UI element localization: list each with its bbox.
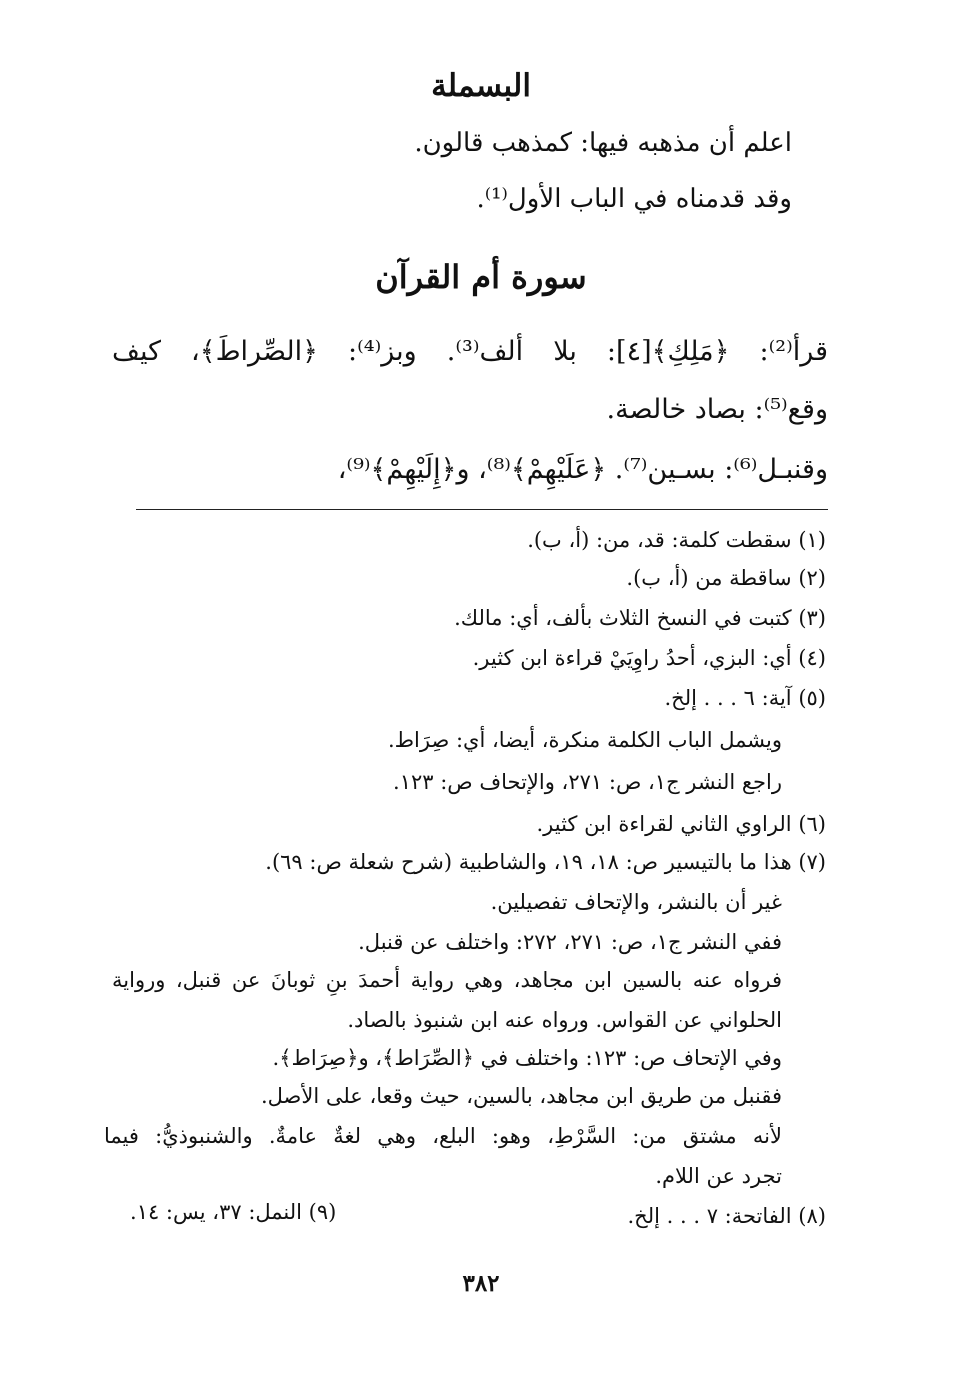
footnote: (٣) كتبت في النسخ الثلاث بألف، أي: مالك. <box>454 606 826 630</box>
footnote: (٩) النمل: ٣٧، يس: ١٤. <box>130 1200 337 1224</box>
main-text-line: وقع⁽⁵⁾: بصاد خالصة. <box>606 394 828 425</box>
footnote: (٦) الراوي الثاني لقراءة ابن كثير. <box>536 812 826 836</box>
footnote-continuation: غير أن بالنشر، والإتحاف تفصيلين. <box>490 890 782 914</box>
basmala-line: اعلم أن مذهبه فيها: كمذهب قالون. <box>414 128 792 158</box>
footnote-continuation: فرواه عنه بالسين ابن مجاهد، وهي رواية أحمدَ بنِ ثوبانَ عن قنبل، ورواية <box>112 968 782 992</box>
footnote: (١) سقطت كلمة: قد، من: (أ، ب). <box>527 528 826 552</box>
footnote-continuation: فقنبل من طريق ابن مجاهد، بالسين، حيث وقعا، على الأصل. <box>260 1084 782 1108</box>
footnote-continuation: ويشمل الباب الكلمة منكرة، أيضا، أي: صِرَاط. <box>387 728 782 752</box>
main-text-line: قرأ⁽²⁾: ﴿مَلِكِ﴾[٤]: بلا ألف⁽³⁾. وبز⁽⁴⁾: ﴿الصِّراطَ﴾، كيف <box>112 336 829 367</box>
main-text-line: وقنبـل⁽⁶⁾: بسـين⁽⁷⁾. ﴿عَلَيْهِمْ﴾⁽⁸⁾، و﴿إِلَيْهِمْ﴾⁽⁹⁾، <box>337 454 828 485</box>
footnote: (٢) ساقطة من (أ، ب). <box>626 566 826 590</box>
footnote: (٤) أي: البزي، أحدُ راوِيَيْ قراءة ابن كثير. <box>472 646 826 670</box>
page-number: ٣٨٢ <box>462 1270 500 1297</box>
footnote-continuation: لأنه مشتق من: السَّرْطِ، وهو: البلع، وهي لغةٌ عامةٌ. والشنبوذيُّ: فيما <box>104 1124 782 1148</box>
footnote: (٥) آية: ٦ . . . إلخ. <box>664 686 826 710</box>
footnote-continuation: الحلواني عن القواس. ورواه عنه ابن شنبوذ بالصاد. <box>347 1008 782 1032</box>
footnote-continuation: ففي النشر ج١، ص: ٢٧١، ٢٧٢: واختلف عن قنبل. <box>358 930 782 954</box>
footnote-continuation: تجرد عن اللام. <box>655 1164 782 1188</box>
footnote: (٧) هذا ما بالتيسير ص: ١٨، ١٩، والشاطبية (شرح شعلة ص: ٦٩). <box>265 850 826 874</box>
footnote-continuation: راجع النشر ج١، ص: ٢٧١، والإتحاف ص: ١٢٣. <box>393 770 782 794</box>
heading-surah: سورة أم القرآن <box>375 258 587 296</box>
footnote-continuation: وفي الإتحاف ص: ١٢٣: واختلف في ﴿الصِّرَاط﴾، و﴿صِرَاط﴾. <box>272 1046 782 1070</box>
footnote-separator <box>136 509 828 510</box>
heading-basmala: البسملة <box>431 68 531 104</box>
basmala-line: وقد قدمناه في الباب الأول⁽¹⁾. <box>476 184 792 214</box>
footnote: (٨) الفاتحة: ٧ . . . إلخ. <box>627 1204 826 1228</box>
